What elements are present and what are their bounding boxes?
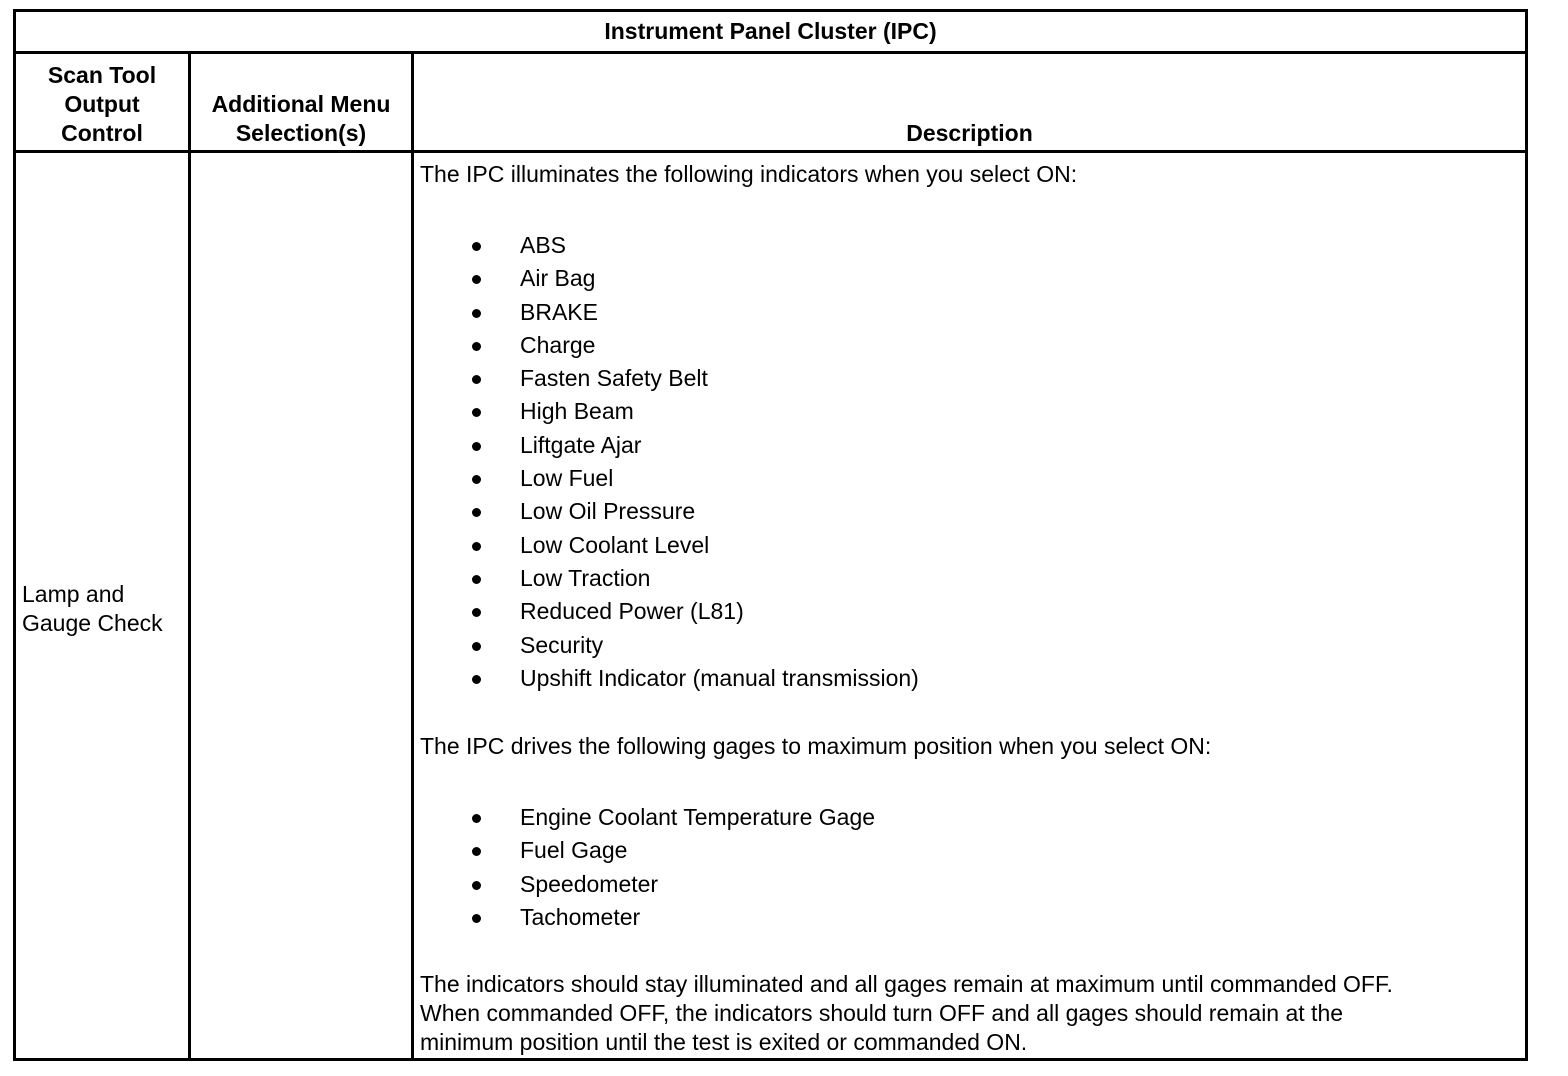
column-divider-2 xyxy=(411,54,414,1058)
indicator-item xyxy=(472,497,919,530)
bullet-icon xyxy=(472,642,481,651)
output-control-value xyxy=(22,580,163,638)
indicator-item-label: High Beam xyxy=(520,398,634,425)
indicator-item-label: Fasten Safety Belt xyxy=(520,365,708,392)
header-scan-tool-output-control xyxy=(16,61,188,148)
output-control-line: Gauge Check xyxy=(22,610,163,636)
gage-item-label: Tachometer xyxy=(520,903,641,930)
header-additional-menu-selections xyxy=(191,90,411,148)
gage-item-label: Speedometer xyxy=(520,870,659,897)
indicator-item-label: Reduced Power (L81) xyxy=(520,598,744,625)
indicator-item xyxy=(472,231,919,264)
column-divider-1 xyxy=(188,54,191,1058)
indicator-item-label: Security xyxy=(520,631,604,658)
gage-item xyxy=(472,903,875,936)
indicator-item xyxy=(472,564,919,597)
bullet-icon xyxy=(472,881,481,890)
bullet-icon xyxy=(472,914,481,923)
header-line: Additional Menu xyxy=(211,91,391,117)
indicator-item xyxy=(472,631,919,664)
indicator-list xyxy=(472,231,919,697)
indicator-item xyxy=(472,264,919,297)
bullet-icon xyxy=(472,442,481,451)
closing-note xyxy=(420,970,1393,1057)
bullet-icon xyxy=(472,575,481,584)
bullet-icon xyxy=(472,408,481,417)
indicator-item xyxy=(472,464,919,497)
gage-list xyxy=(472,803,875,936)
bullet-icon xyxy=(472,814,481,823)
indicators-intro: The IPC illuminates the following indicators when you select ON: xyxy=(420,161,1078,187)
indicator-item xyxy=(472,664,919,697)
gage-item-label: Fuel Gage xyxy=(520,837,628,864)
bullet-icon xyxy=(472,275,481,284)
indicator-item-label: ABS xyxy=(520,232,567,258)
closing-line: minimum position until the test is exited or commanded ON. xyxy=(420,1029,1028,1055)
header-description: Description xyxy=(906,120,1033,146)
bullet-icon xyxy=(472,675,481,684)
bullet-icon xyxy=(472,475,481,484)
gage-item xyxy=(472,836,875,869)
indicator-item-label: BRAKE xyxy=(520,298,598,325)
indicator-item-label: Low Fuel xyxy=(520,465,614,492)
bullet-icon xyxy=(472,342,481,351)
indicator-item-label: Charge xyxy=(520,331,596,358)
indicator-item xyxy=(472,331,919,364)
header-line: Selection(s) xyxy=(235,120,367,146)
indicator-item xyxy=(472,364,919,397)
output-control-line: Lamp and xyxy=(22,581,125,607)
gage-item-label: Engine Coolant Temperature Gage xyxy=(520,804,876,830)
indicator-item xyxy=(472,431,919,464)
closing-line: When commanded OFF, the indicators should turn OFF and all gages should remain at the xyxy=(420,1000,1344,1026)
bullet-icon xyxy=(472,309,481,318)
indicator-item-label: Low Coolant Level xyxy=(520,531,710,558)
indicator-item-label: Air Bag xyxy=(520,265,596,292)
header-line: Scan Tool xyxy=(47,62,157,88)
indicator-item xyxy=(472,298,919,331)
header-line: Output xyxy=(64,91,140,117)
bullet-icon xyxy=(472,608,481,617)
indicator-item-label: Upshift Indicator (manual transmission) xyxy=(520,664,919,691)
bullet-icon xyxy=(472,542,481,551)
header-divider xyxy=(16,150,1525,153)
indicator-item xyxy=(472,597,919,630)
bullet-icon xyxy=(472,508,481,517)
header-line: Control xyxy=(61,120,143,146)
bullet-icon xyxy=(472,847,481,856)
gage-item xyxy=(472,870,875,903)
gage-item xyxy=(472,803,875,836)
gages-intro: The IPC drives the following gages to maximum position when you select ON: xyxy=(420,733,1212,759)
indicator-item-label: Liftgate Ajar xyxy=(520,431,642,458)
indicator-item xyxy=(472,397,919,430)
closing-line: The indicators should stay illuminated and all gages remain at maximum until commanded OFF. xyxy=(420,971,1393,997)
bullet-icon xyxy=(472,375,481,384)
indicator-item-label: Low Oil Pressure xyxy=(520,498,696,525)
table-title: Instrument Panel Cluster (IPC) xyxy=(16,12,1525,54)
ipc-table xyxy=(13,9,1528,1061)
indicator-item xyxy=(472,531,919,564)
indicator-item-label: Low Traction xyxy=(520,564,651,591)
bullet-icon xyxy=(472,242,481,251)
